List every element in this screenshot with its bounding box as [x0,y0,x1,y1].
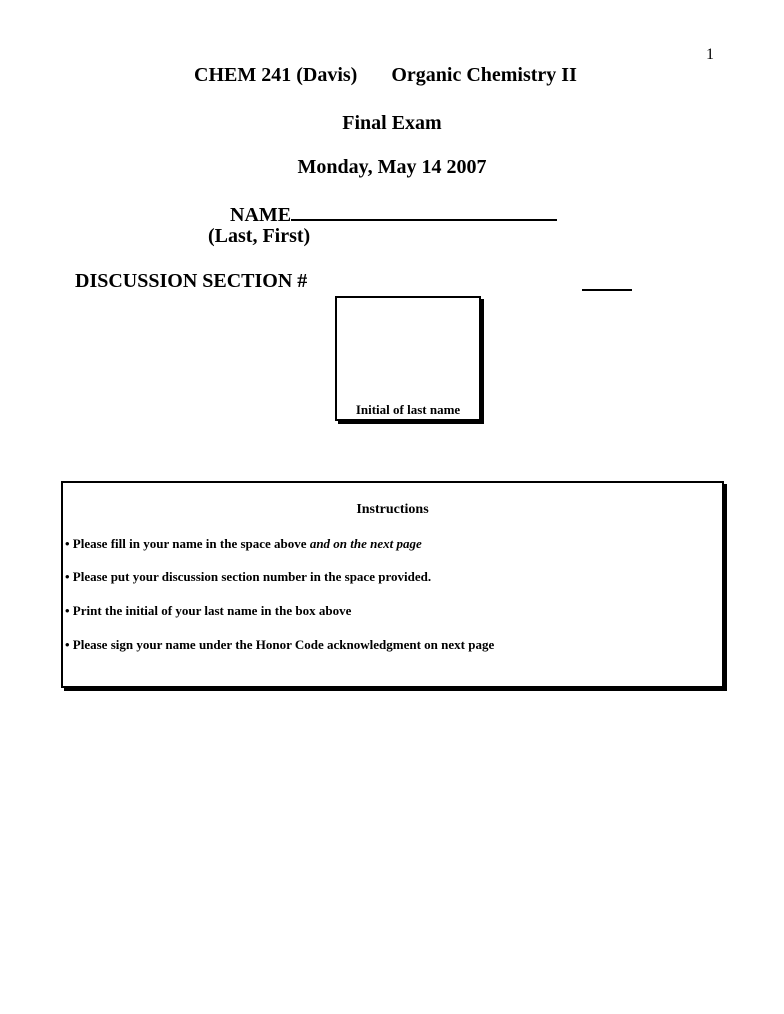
initial-box[interactable] [335,296,481,421]
course-title: Organic Chemistry II [391,64,577,86]
name-label: NAME [230,204,292,226]
discussion-section-input-line[interactable] [582,289,632,291]
course-header [194,64,577,87]
instruction-text: • Print the initial of your last name in the box above [65,603,352,618]
name-input-line[interactable] [291,201,557,221]
exam-title: Final Exam [342,112,442,134]
instruction-item [65,536,422,552]
page-number: 1 [706,46,714,63]
name-field-row [230,201,557,227]
instruction-emphasis: and on the next page [309,536,422,551]
instruction-item [65,637,494,653]
initial-box-label: Initial of last name [355,402,461,417]
instruction-text: • Please put your discussion section number in the space provided. [65,569,432,584]
instructions-box [61,481,724,688]
instruction-text: • Please sign your name under the Honor Code acknowledgment on next page [65,637,495,652]
exam-date: Monday, May 14 2007 [297,156,487,178]
name-format-hint: (Last, First) [208,225,311,247]
instructions-heading: Instructions [356,502,429,517]
instruction-item [65,569,431,585]
instruction-text: • Please fill in your name in the space above [65,536,310,551]
instruction-item [65,603,351,619]
course-code: CHEM 241 (Davis) [194,64,358,86]
discussion-section-label: DISCUSSION SECTION # [75,270,308,292]
